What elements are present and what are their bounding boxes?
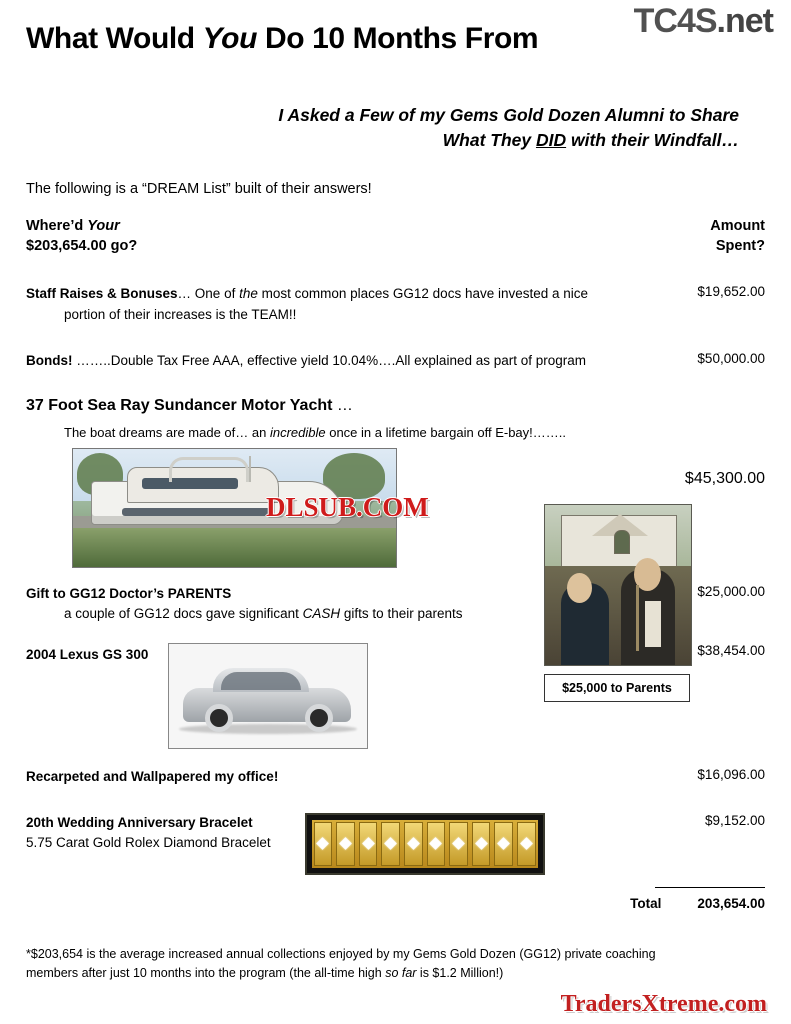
item-body-line2: 5.75 Carat Gold Rolex Diamond Bracelet — [26, 835, 271, 851]
gothic-caption-label: $25,000 to Parents — [544, 674, 690, 702]
item-amount: $9,152.00 — [704, 812, 765, 828]
item-description — [26, 767, 278, 787]
item-amount: $19,652.00 — [697, 284, 765, 300]
footnote-line2 — [26, 964, 746, 983]
item-title: Staff Raises & Bonuses — [26, 286, 178, 302]
subheading-line2 — [26, 128, 739, 153]
item-body-after: most common places GG12 docs have invested a nice — [257, 286, 589, 302]
item-caption — [26, 425, 765, 440]
column-header-left-line1 — [26, 217, 137, 237]
item-body-italic: the — [239, 286, 258, 302]
footnote-line1: *$203,654 is the average increased annual collections enjoyed by my Gems Gold Dozen (GG12) private coaching — [26, 946, 656, 961]
list-item — [26, 767, 765, 787]
column-header-right — [710, 217, 765, 256]
subheading-line2-after: with their Windfall… — [566, 129, 739, 150]
column-header-left — [26, 217, 137, 256]
list-item — [26, 284, 765, 325]
item-body-italic: CASH — [302, 606, 341, 622]
item-title: Bonds! — [26, 352, 73, 368]
subheading-line1: I Asked a Few of my Gems Gold Dozen Alumni to Share — [278, 104, 739, 125]
column-header-right-line1: Amount — [710, 218, 765, 235]
column-headers — [26, 217, 765, 256]
item-description — [26, 351, 586, 371]
total-value: 203,654.00 — [697, 895, 765, 911]
footnote-line2-before: members after just 10 months into the program (the all-time high — [26, 965, 386, 980]
item-title-suffix: … One of — [177, 286, 240, 302]
column-header-left-italic: Your — [87, 218, 120, 235]
item-body-line2: portion of their increases is the TEAM!! — [64, 306, 297, 322]
items-list — [26, 266, 765, 875]
subheading — [26, 103, 739, 154]
watermark-tc4s — [634, 2, 773, 41]
item-title: 37 Foot Sea Ray Sundancer Motor Yacht — [26, 397, 333, 415]
intro-text: The following is a “DREAM List” built of their answers! — [26, 181, 372, 198]
list-item — [26, 813, 765, 875]
item-description — [26, 643, 368, 749]
watermark-tradersxtreme: TradersXtreme.com — [560, 991, 767, 1017]
watermark-dlsub: DLSUB.COM — [266, 492, 429, 522]
item-description — [26, 813, 545, 875]
item-caption-italic: incredible — [269, 425, 326, 441]
item-amount: $38,454.00 — [697, 642, 765, 658]
total-row — [26, 896, 765, 911]
headline-part2: Do 10 Months From — [257, 22, 539, 55]
item-body — [26, 604, 462, 624]
item-text-block — [26, 813, 271, 854]
item-title: Gift to GG12 Doctor’s PARENTS — [26, 586, 232, 602]
item-description — [26, 284, 588, 325]
item-body-before: a couple of GG12 docs gave significant — [64, 606, 303, 622]
headline-part1: What Would — [26, 22, 203, 55]
column-header-left-plain: Where’d — [26, 218, 88, 235]
lexus-photo — [168, 643, 368, 749]
item-amount: $16,096.00 — [697, 766, 765, 782]
item-amount: $45,300.00 — [684, 470, 765, 488]
item-caption-before: The boat dreams are made of… an — [64, 425, 270, 441]
item-amount: $50,000.00 — [697, 350, 765, 366]
item-body: ……..Double Tax Free AAA, effective yield 10.04%….All explained as part of program — [72, 352, 587, 368]
item-title: 20th Wedding Anniversary Bracelet — [26, 814, 253, 830]
item-description — [26, 397, 765, 415]
subheading-line2-before: What They — [442, 129, 536, 150]
subheading-underline: DID — [535, 129, 567, 150]
column-header-left-line2: $203,654.00 go? — [26, 237, 138, 254]
list-item — [26, 351, 765, 371]
total-divider — [655, 887, 765, 888]
item-title-suffix: … — [332, 397, 353, 415]
item-body-after: gifts to their parents — [340, 606, 463, 622]
column-header-right-line2: Spent? — [715, 237, 765, 254]
bracelet-photo — [305, 813, 545, 875]
watermark-tc4s-text: TC4S — [633, 2, 717, 40]
footnote-line2-after: is $1.2 Million!) — [416, 965, 504, 980]
item-description — [26, 584, 462, 625]
watermark-tc4s-suffix: .net — [716, 2, 773, 40]
list-item — [26, 643, 765, 749]
headline-emphasis: You — [202, 22, 258, 55]
item-title: Recarpeted and Wallpapered my office! — [26, 768, 279, 784]
total-label: Total — [630, 895, 662, 911]
item-caption-after: once in a lifetime bargain off E-bay!…….. — [325, 425, 566, 441]
footnote-line2-italic: so far — [385, 965, 417, 980]
item-amount: $25,000.00 — [697, 584, 765, 600]
item-title: 2004 Lexus GS 300 — [26, 646, 149, 662]
footnote — [26, 945, 746, 983]
list-item — [26, 584, 765, 625]
